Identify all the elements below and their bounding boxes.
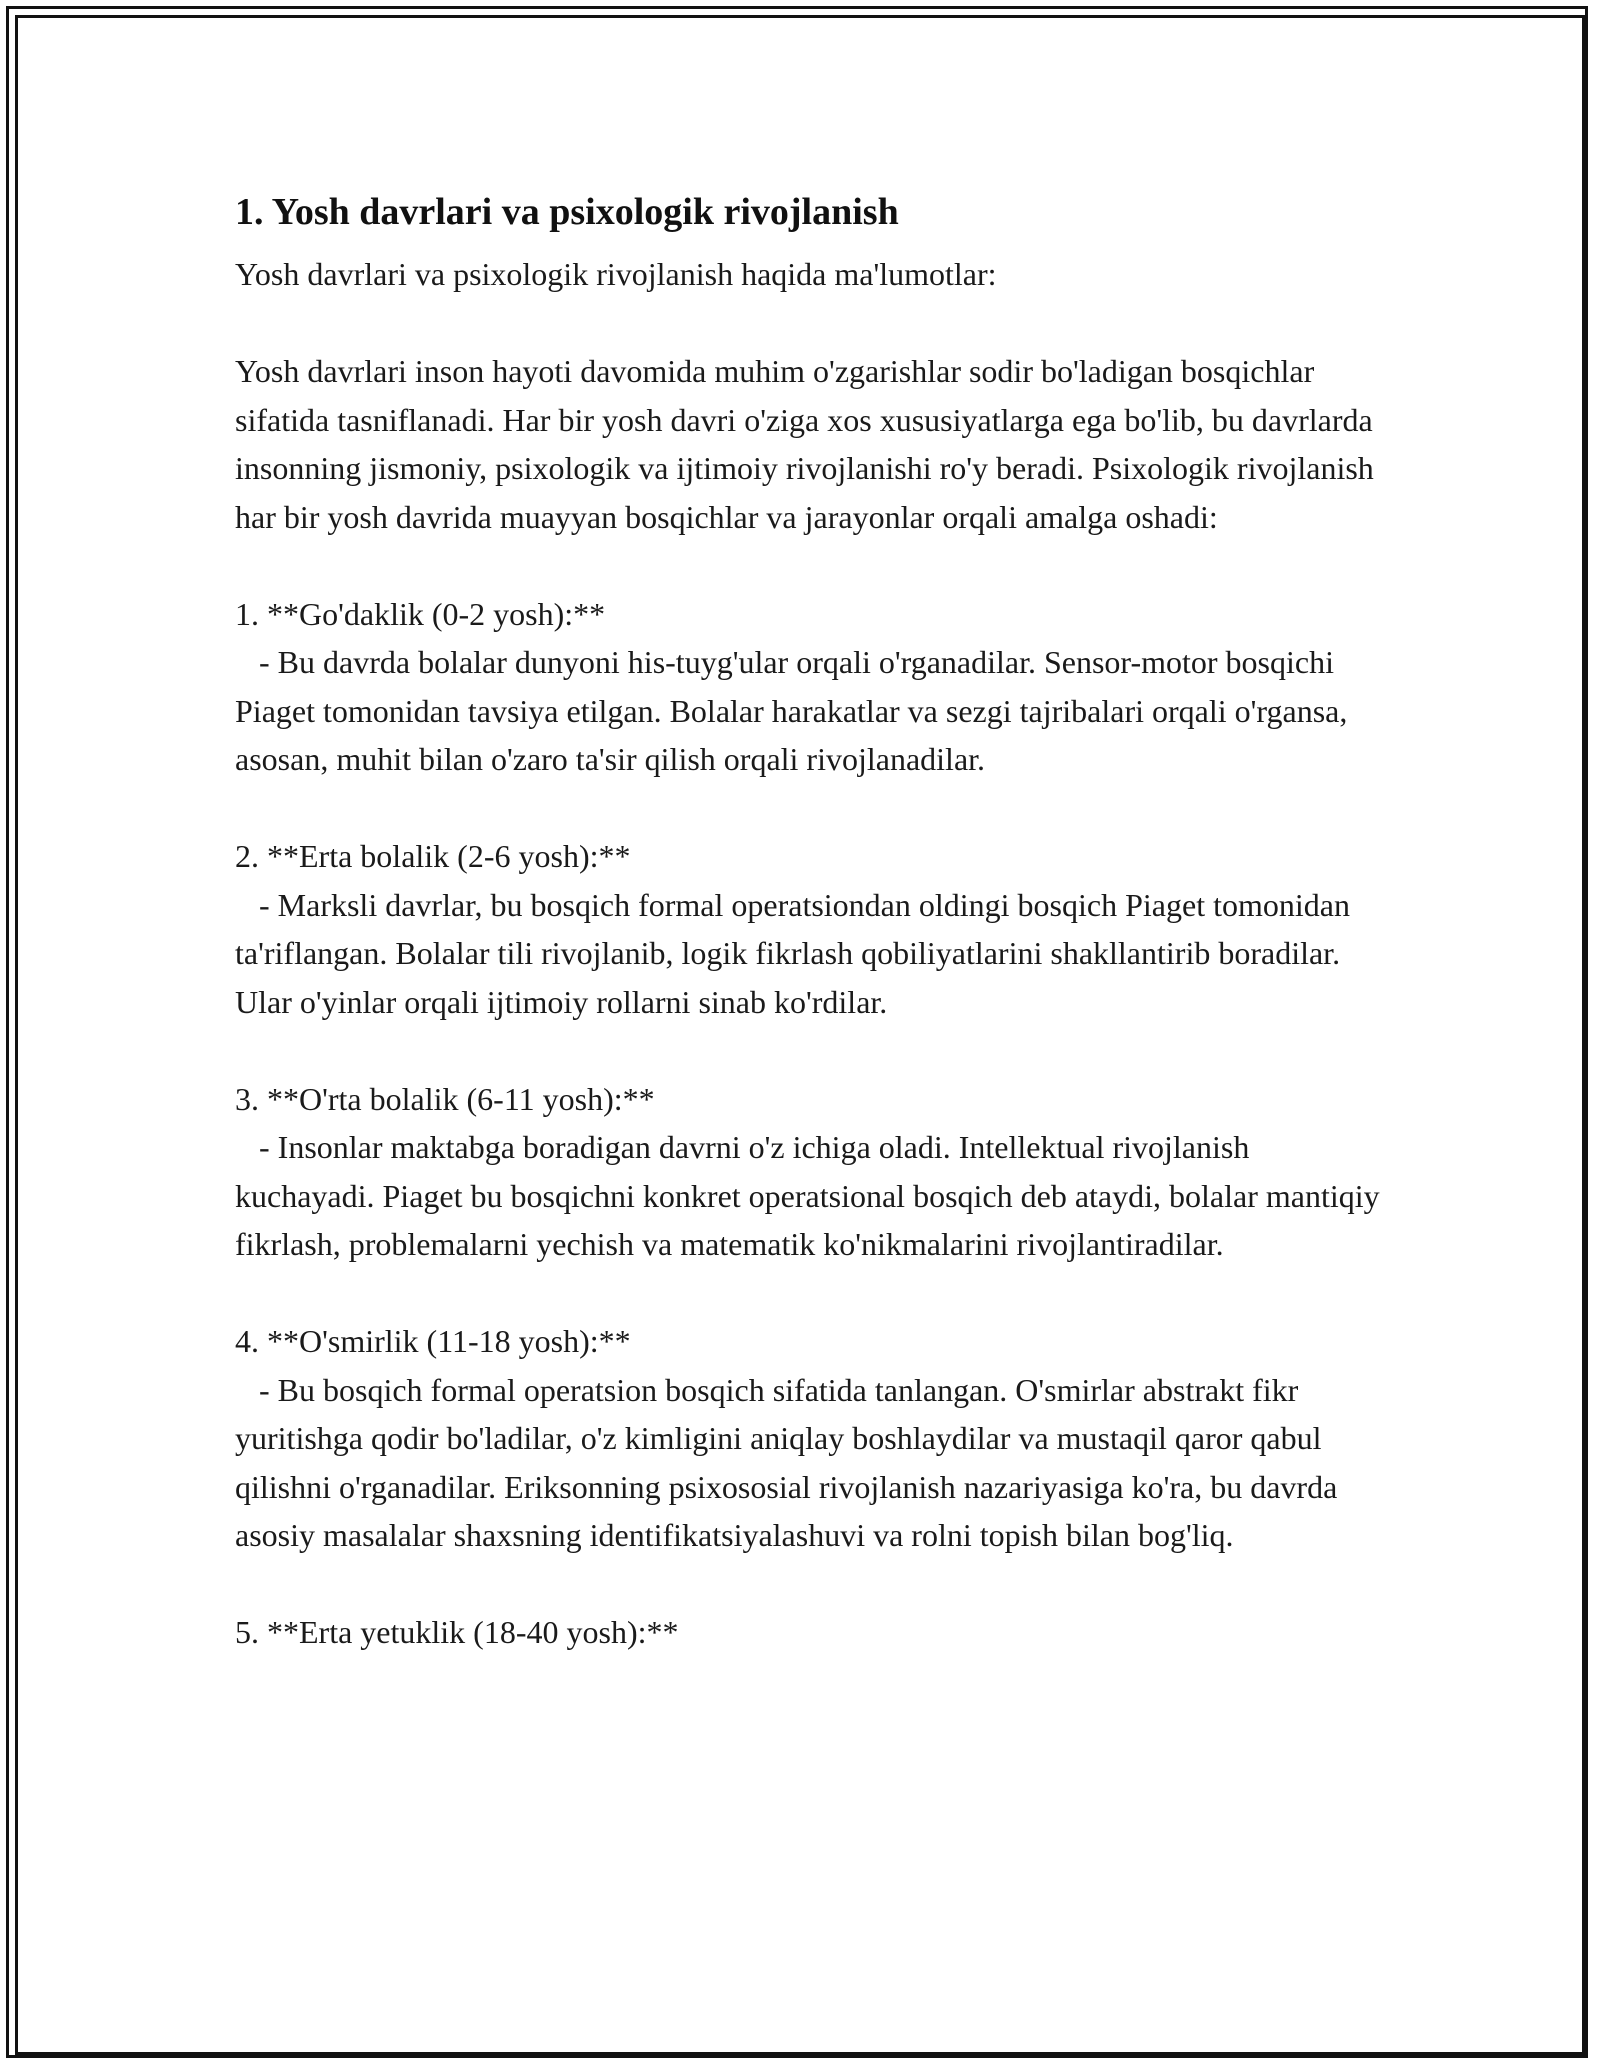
intro-paragraph: Yosh davrlari va psixologik rivojlanish haqida ma'lumotlar:	[235, 256, 997, 292]
stage-adolescence-paragraph: 4. **O'smirlik (11-18 yosh):** - Bu bosqich formal operatsion bosqich sifatida tanlangan. O'smirlar abstrakt fikr yuritishga qodir bo'ladilar, o'z kimligini aniqlay boshlaydilar va mustaqil qaror qabul qilishni o'rganadilar. Eriksonning psixososial rivojlanish nazariyasiga ko'ra, bu davrda asosiy masalalar shaxsning identifikatsiyalashuvi va rolni topish bilan bog'liq.	[235, 1323, 1338, 1553]
stage-middle-childhood-paragraph: 3. **O'rta bolalik (6-11 yosh):** - Insonlar maktabga boradigan davrni o'z ichiga oladi. Intellektual rivojlanish kuchayadi. Piaget bu bosqichni konkret operatsional bosqich deb ataydi, bolalar mantiqiy fikrlash, problemalarni yechish va matematik ko'nikmalarini rivojlantiradilar.	[235, 1080, 1380, 1262]
stage-early-childhood-paragraph: 2. **Erta bolalik (2-6 yosh):** - Marksli davrlar, bu bosqich formal operatsiondan oldingi bosqich Piaget tomonidan ta'riflangan. Bolalar tili rivojlanib, logik fikrlash qobiliyatlarini shakllantirib boradilar. Ular o'yinlar orqali ijtimoiy rollarni sinab ko'rdilar.	[235, 838, 1350, 1020]
overview-paragraph: Yosh davrlari inson hayoti davomida muhim o'zgarishlar sodir bo'ladigan bosqichlar sifatida tasniflanadi. Har bir yosh davri o'ziga xos xususiyatlarga ega bo'lib, bu davrlarda insonning jismoniy, psixologik va ijtimoiy rivojlanishi ro'y beradi. Psixologik rivojlanish har bir yosh davrida muayyan bosqichlar va jarayonlar orqali amalga oshadi:	[235, 353, 1382, 535]
document-body	[235, 186, 1385, 1657]
stage-early-adulthood-paragraph: 5. **Erta yetuklik (18-40 yosh):**	[235, 1614, 679, 1650]
stage-infancy-paragraph: 1. **Go'daklik (0-2 yosh):** - Bu davrda bolalar dunyoni his-tuyg'ular orqali o'rganadilar. Sensor-motor bosqichi Piaget tomonidan tavsiya etilgan. Bolalar harakatlar va sezgi tajribalari orqali o'rgansa, asosan, muhit bilan o'zaro ta'sir qilish orqali rivojlanadilar.	[235, 595, 1348, 777]
page-title: 1. Yosh davrlari va psixologik rivojlanish	[235, 191, 899, 233]
